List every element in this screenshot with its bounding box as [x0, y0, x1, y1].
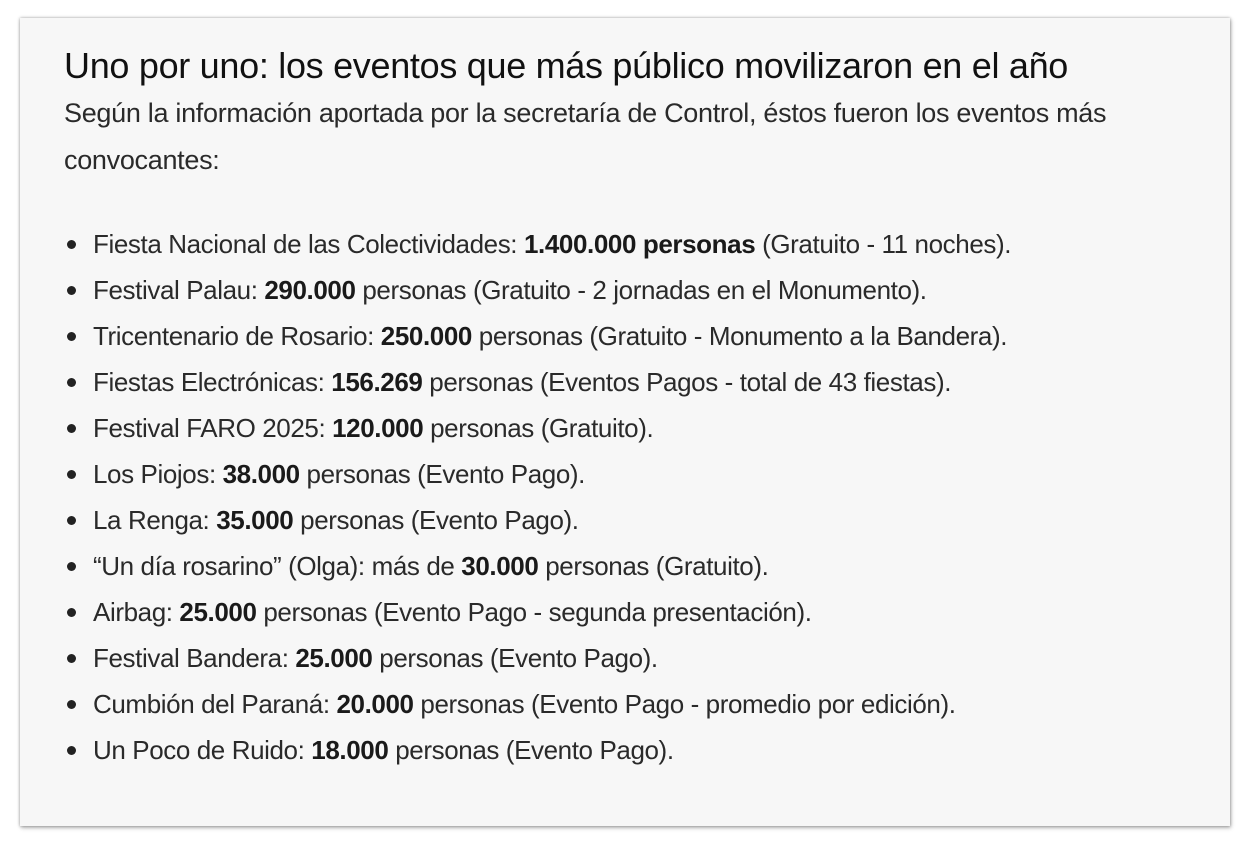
event-name: La Renga: [93, 505, 217, 535]
event-details: personas (Evento Pago). [372, 643, 658, 673]
event-details: personas (Gratuito - Monumento a la Bandera). [471, 321, 1008, 351]
bullet-icon [67, 378, 76, 387]
list-item [64, 221, 1186, 267]
event-details: personas (Evento Pago). [388, 735, 674, 765]
article-card [20, 18, 1230, 826]
article-title: Uno por uno: los eventos que más público movilizaron en el año [64, 45, 1069, 86]
list-item [64, 635, 1186, 681]
event-attendance: 250.000 [380, 321, 472, 351]
event-attendance: 30.000 [461, 551, 539, 581]
list-item [64, 313, 1186, 359]
event-details: personas (Evento Pago - segunda presentación). [256, 597, 812, 627]
bullet-icon [67, 286, 76, 295]
event-details: personas (Gratuito). [423, 413, 654, 443]
list-item [64, 589, 1186, 635]
list-item [64, 359, 1186, 405]
bullet-icon [67, 746, 76, 755]
list-item [64, 727, 1186, 773]
event-attendance: 25.000 [295, 643, 373, 673]
event-attendance: 1.400.000 personas [523, 229, 756, 259]
bullet-icon [67, 240, 76, 249]
list-item [64, 451, 1186, 497]
list-item [64, 681, 1186, 727]
event-name: Un Poco de Ruido: [93, 735, 312, 765]
article-intro: Según la información aportada por la secretaría de Control, éstos fueron los eventos más convocantes: [64, 98, 1107, 175]
list-item [64, 405, 1186, 451]
event-attendance: 20.000 [336, 689, 414, 719]
event-attendance: 290.000 [264, 275, 356, 305]
event-name: Fiestas Electrónicas: [93, 367, 332, 397]
event-details: personas (Evento Pago). [293, 505, 579, 535]
event-name: Festival Bandera: [93, 643, 296, 673]
event-attendance: 25.000 [179, 597, 257, 627]
event-attendance: 38.000 [222, 459, 300, 489]
list-item [64, 267, 1186, 313]
list-item [64, 497, 1186, 543]
event-details: personas (Evento Pago - promedio por edición). [413, 689, 956, 719]
event-details: (Gratuito - 11 noches). [755, 229, 1012, 259]
event-details: personas (Evento Pago). [299, 459, 585, 489]
event-attendance: 18.000 [311, 735, 389, 765]
bullet-icon [67, 654, 76, 663]
event-name: Airbag: [93, 597, 180, 627]
event-name: Los Piojos: [93, 459, 223, 489]
bullet-icon [67, 700, 76, 709]
event-attendance: 120.000 [332, 413, 424, 443]
event-name: Cumbión del Paraná: [93, 689, 337, 719]
event-details: personas (Eventos Pagos - total de 43 fiestas). [422, 367, 952, 397]
event-attendance: 156.269 [331, 367, 423, 397]
event-name: Tricentenario de Rosario: [93, 321, 381, 351]
event-name: Festival Palau: [93, 275, 265, 305]
bullet-icon [67, 516, 76, 525]
event-details: personas (Gratuito). [538, 551, 769, 581]
bullet-icon [67, 424, 76, 433]
bullet-icon [67, 332, 76, 341]
list-item [64, 543, 1186, 589]
event-name: “Un día rosarino” (Olga): más de [93, 551, 462, 581]
event-attendance: 35.000 [216, 505, 294, 535]
bullet-icon [67, 470, 76, 479]
bullet-icon [67, 608, 76, 617]
event-name: Festival FARO 2025: [93, 413, 333, 443]
event-details: personas (Gratuito - 2 jornadas en el Monumento). [355, 275, 927, 305]
events-list [64, 221, 1186, 773]
bullet-icon [67, 562, 76, 571]
event-name: Fiesta Nacional de las Colectividades: [93, 229, 524, 259]
